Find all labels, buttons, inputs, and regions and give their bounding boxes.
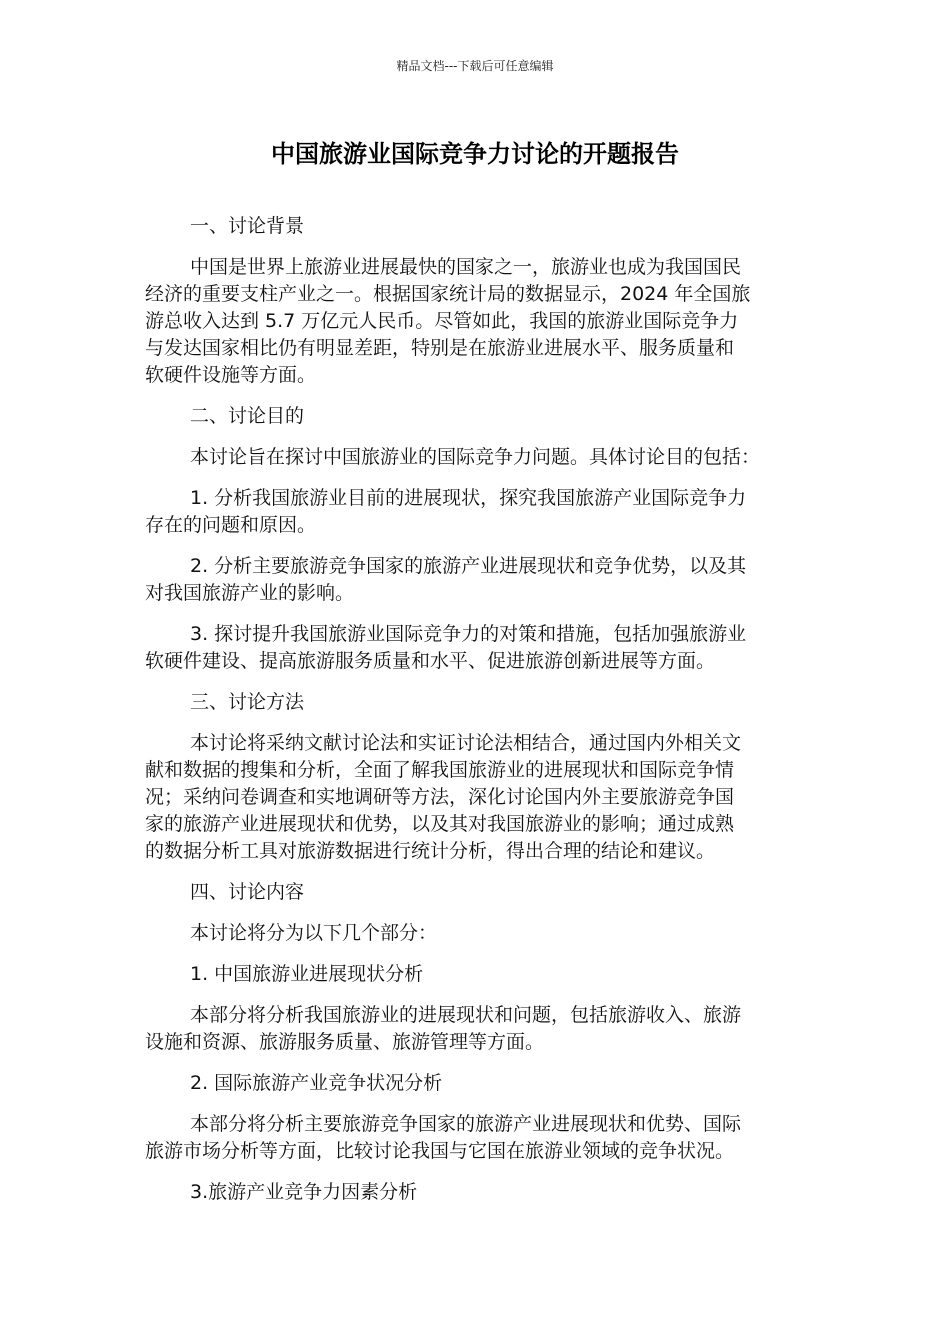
- text-line: 存在的问题和原因。: [145, 514, 317, 536]
- text-line: 2. 国际旅游产业竞争状况分析: [190, 1072, 443, 1094]
- text-line: 本讨论将分为以下几个部分：: [190, 922, 438, 944]
- text-line: 二、讨论目的: [190, 405, 305, 427]
- paragraph-content-intro: [145, 920, 805, 947]
- paragraph-content-1: [145, 1002, 805, 1056]
- text-line: 一、讨论背景: [190, 215, 305, 237]
- text-line: 3.旅游产业竞争力因素分析: [190, 1181, 418, 1203]
- text-line: 四、讨论内容: [190, 881, 305, 903]
- text-line: 对我国旅游产业的影响。: [145, 582, 355, 604]
- text-line: 本部分将分析我国旅游业的进展现状和问题，包括旅游收入、旅游: [190, 1004, 742, 1026]
- heading-content: [145, 879, 805, 906]
- text-line: 3. 探讨提升我国旅游业国际竞争力的对策和措施，包括加强旅游业: [190, 623, 747, 645]
- text-line: 软硬件建设、提高旅游服务质量和水平、促进旅游创新进展等方面。: [145, 650, 716, 672]
- text-line: 1. 中国旅游业进展现状分析: [190, 963, 424, 985]
- list-item-purpose-3: [145, 621, 805, 675]
- heading-background: [145, 213, 805, 240]
- text-line: 献和数据的搜集和分析，全面了解我国旅游业的进展现状和国际竞争情: [145, 759, 735, 781]
- text-line: 1. 分析我国旅游业目前的进展现状，探究我国旅游产业国际竞争力: [190, 487, 747, 509]
- list-item-purpose-2: [145, 553, 805, 607]
- text-line: 软硬件设施等方面。: [145, 364, 317, 386]
- list-item-content-2: [145, 1070, 805, 1097]
- text-line: 中国是世界上旅游业进展最快的国家之一，旅游业也成为我国国民: [190, 256, 742, 278]
- paragraph-content-2: [145, 1111, 805, 1165]
- text-line: 本部分将分析主要旅游竞争国家的旅游产业进展现状和优势、国际: [190, 1113, 742, 1135]
- list-item-purpose-1: [145, 485, 805, 539]
- text-line: 2. 分析主要旅游竞争国家的旅游产业进展现状和竞争优势，以及其: [190, 555, 747, 577]
- heading-purpose: [145, 403, 805, 430]
- heading-method: [145, 689, 805, 716]
- list-item-content-3: [145, 1179, 805, 1206]
- paragraph-method: [145, 730, 805, 865]
- text-line: 经济的重要支柱产业之一。根据国家统计局的数据显示，2024 年全国旅: [145, 283, 751, 305]
- document-title: 中国旅游业国际竞争力讨论的开题报告: [271, 140, 679, 168]
- text-line: 旅游市场分析等方面，比较讨论我国与它国在旅游业领域的竞争状况。: [145, 1140, 735, 1162]
- text-line: 况；采纳问卷调查和实地调研等方法，深化讨论国内外主要旅游竞争国: [145, 786, 735, 808]
- text-line: 游总收入达到 5.7 万亿元人民币。尽管如此，我国的旅游业国际竞争力: [145, 310, 739, 332]
- paragraph-purpose-intro: [145, 444, 805, 471]
- document-body: [145, 213, 805, 1206]
- text-line: 三、讨论方法: [190, 691, 305, 713]
- text-line: 本讨论将采纳文献讨论法和实证讨论法相结合，通过国内外相关文: [190, 732, 742, 754]
- text-line: 与发达国家相比仍有明显差距，特别是在旅游业进展水平、服务质量和: [145, 337, 735, 359]
- paragraph-background: [145, 254, 805, 389]
- page-header: 精品文档---下载后可任意编辑: [396, 59, 554, 73]
- list-item-content-1: [145, 961, 805, 988]
- text-line: 家的旅游产业进展现状和优势，以及其对我国旅游业的影响；通过成熟: [145, 813, 735, 835]
- text-line: 本讨论旨在探讨中国旅游业的国际竞争力问题。具体讨论目的包括：: [190, 446, 761, 468]
- text-line: 的数据分析工具对旅游数据进行统计分析，得出合理的结论和建议。: [145, 840, 716, 862]
- text-line: 设施和资源、旅游服务质量、旅游管理等方面。: [145, 1031, 545, 1053]
